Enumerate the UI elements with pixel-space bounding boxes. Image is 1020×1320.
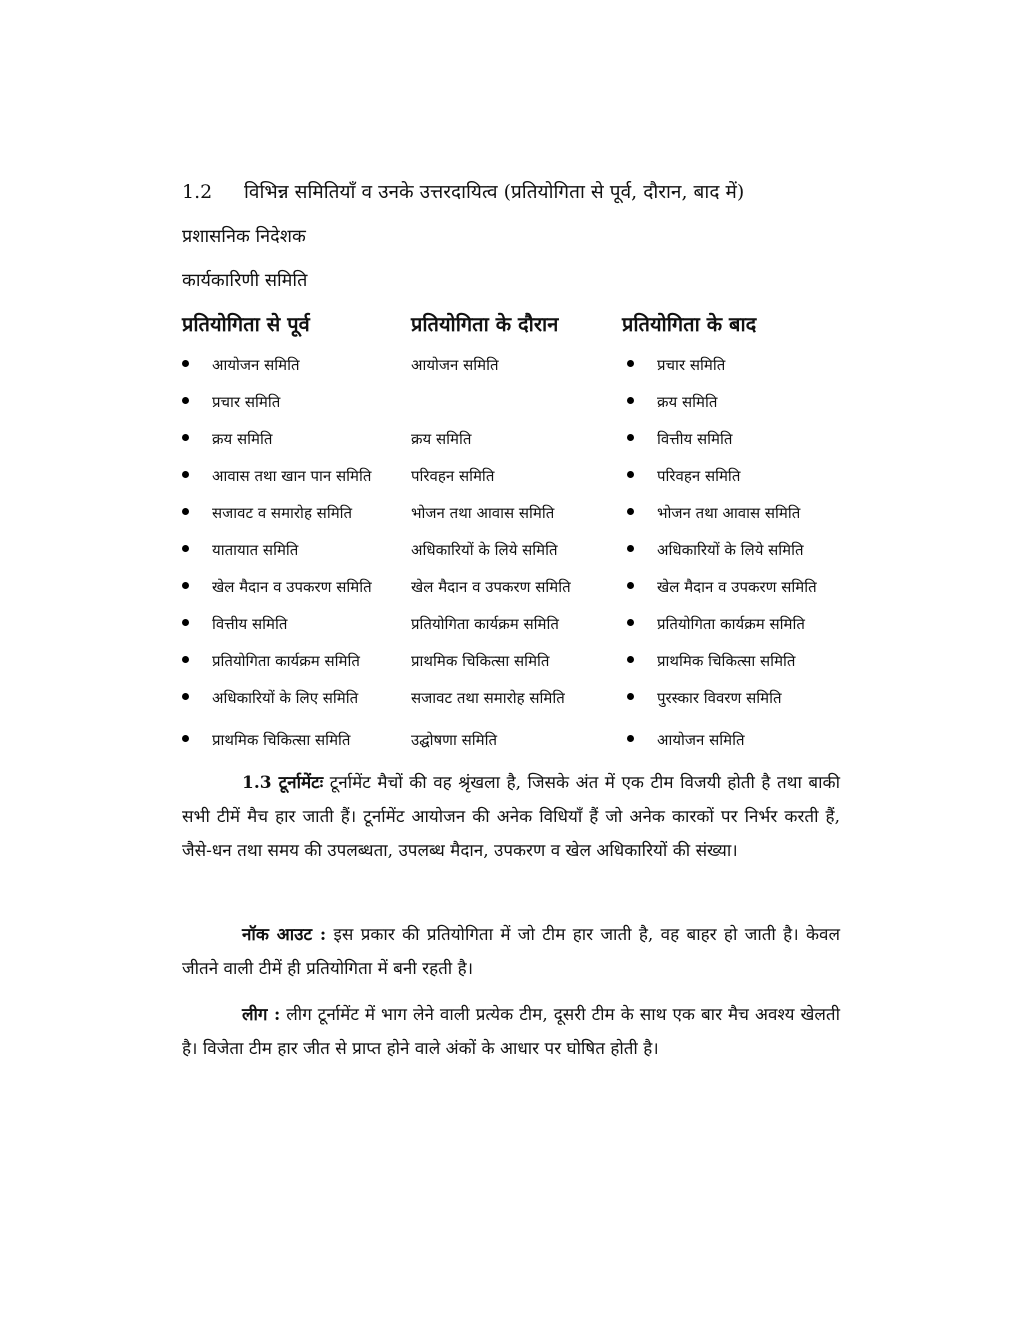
before-committee-item: प्रचार समिति	[212, 393, 281, 411]
bullet-icon	[182, 735, 189, 742]
bullet-icon	[627, 434, 634, 441]
after-committee-item: भोजन तथा आवास समिति	[657, 504, 801, 522]
before-committee-item: सजावट व समारोह समिति	[212, 504, 353, 522]
bullet-icon	[627, 545, 634, 552]
during-committee-item: अधिकारियों के लिये समिति	[411, 541, 558, 559]
during-committee-item: प्रतियोगिता कार्यक्रम समिति	[411, 615, 559, 633]
during-committee-item: भोजन तथा आवास समिति	[411, 504, 555, 522]
committee-row	[0, 688, 1020, 718]
bullet-icon	[182, 656, 189, 663]
committee-row	[0, 392, 1020, 422]
tournament-label: 1.3 टूर्नामेंटः	[242, 773, 324, 793]
committee-row	[0, 540, 1020, 570]
before-committee-item: खेल मैदान व उपकरण समिति	[212, 578, 372, 596]
section-title: विभिन्न समितियाँ व उनके उत्तरदायित्व (प्रतियोगिता से पूर्व, दौरान, बाद में)	[244, 181, 745, 203]
bullet-icon	[627, 508, 634, 515]
knockout-paragraph	[182, 918, 840, 986]
after-committee-item: प्राथमिक चिकित्सा समिति	[657, 652, 796, 670]
after-committee-item: प्रतियोगिता कार्यक्रम समिति	[657, 615, 805, 633]
knockout-text: इस प्रकार की प्रतियोगिता में जो टीम हार जाती है, वह बाहर हो जाती है। केवल जीतने वाली टीमें ही प्रतियोगिता में बनी रहती है।	[182, 925, 841, 979]
bullet-icon	[627, 360, 634, 367]
after-committee-item: परिवहन समिति	[657, 467, 741, 485]
bullet-icon	[627, 656, 634, 663]
committee-row	[0, 503, 1020, 533]
during-committee-item: प्राथमिक चिकित्सा समिति	[411, 652, 550, 670]
column-header-after: प्रतियोगिता के बाद	[622, 312, 757, 336]
after-committee-item: अधिकारियों के लिये समिति	[657, 541, 804, 559]
committee-row	[0, 466, 1020, 496]
bullet-icon	[627, 582, 634, 589]
bullet-icon	[182, 582, 189, 589]
bullet-icon	[627, 471, 634, 478]
section-heading	[182, 178, 744, 204]
before-committee-item: क्रय समिति	[212, 430, 273, 448]
bullet-icon	[627, 619, 634, 626]
before-committee-item: यातायात समिति	[212, 541, 299, 559]
bullet-icon	[627, 693, 634, 700]
before-committee-item: आयोजन समिति	[212, 356, 300, 374]
during-committee-item: सजावट तथा समारोह समिति	[411, 689, 565, 707]
during-committee-item: क्रय समिति	[411, 430, 472, 448]
committee-row	[0, 355, 1020, 385]
after-committee-item: प्रचार समिति	[657, 356, 726, 374]
column-header-during: प्रतियोगिता के दौरान	[411, 312, 559, 336]
league-text: लीग टूर्नामेंट में भाग लेने वाली प्रत्येक टीम, दूसरी टीम के साथ एक बार मैच अवश्य खेलती है। विजेता टीम हार जीत से प्राप्त होने वाले अंकों के आधार पर घोषित होती है।	[182, 1005, 840, 1059]
committee-row	[0, 577, 1020, 607]
bullet-icon	[182, 619, 189, 626]
bullet-icon	[182, 471, 189, 478]
during-committee-item: आयोजन समिति	[411, 356, 499, 374]
tournament-paragraph	[182, 766, 840, 868]
before-committee-item: अधिकारियों के लिए समिति	[212, 689, 359, 707]
column-header-before: प्रतियोगिता से पूर्व	[182, 312, 310, 336]
knockout-label: नॉक आउट :	[242, 925, 327, 945]
committee-row	[0, 651, 1020, 681]
before-committee-item: प्राथमिक चिकित्सा समिति	[212, 731, 351, 749]
committee-row	[0, 614, 1020, 644]
executive-committee-label: कार्यकारिणी समिति	[182, 270, 308, 291]
after-committee-item: आयोजन समिति	[657, 731, 745, 749]
bullet-icon	[182, 545, 189, 552]
before-committee-item: आवास तथा खान पान समिति	[212, 467, 372, 485]
bullet-icon	[182, 397, 189, 404]
committee-row	[0, 429, 1020, 459]
section-number: 1.2	[182, 181, 213, 203]
bullet-icon	[182, 434, 189, 441]
after-committee-item: खेल मैदान व उपकरण समिति	[657, 578, 817, 596]
during-committee-item: उद्घोषणा समिति	[411, 731, 498, 749]
admin-director-label: प्रशासनिक निदेशक	[182, 226, 306, 247]
bullet-icon	[182, 693, 189, 700]
bullet-icon	[182, 508, 189, 515]
bullet-icon	[182, 360, 189, 367]
committee-row	[0, 730, 1020, 760]
during-committee-item: परिवहन समिति	[411, 467, 495, 485]
bullet-icon	[627, 735, 634, 742]
league-label: लीग :	[242, 1005, 281, 1025]
during-committee-item: खेल मैदान व उपकरण समिति	[411, 578, 571, 596]
after-committee-item: क्रय समिति	[657, 393, 718, 411]
league-paragraph	[182, 998, 840, 1066]
before-committee-item: प्रतियोगिता कार्यक्रम समिति	[212, 652, 360, 670]
before-committee-item: वित्तीय समिति	[212, 615, 288, 633]
after-committee-item: पुरस्कार विवरण समिति	[657, 689, 782, 707]
after-committee-item: वित्तीय समिति	[657, 430, 733, 448]
bullet-icon	[627, 397, 634, 404]
tournament-text: टूर्नामेंट मैचों की वह श्रृंखला है, जिसके अंत में एक टीम विजयी होती है तथा बाकी सभी टीमें मैच हार जाती हैं। टूर्नामेंट आयोजन की अनेक विधियाँ हैं जो अनेक कारकों पर निर्भर करती हैं, जैसे-धन तथा समय की उपलब्धता, उपलब्ध मैदान, उपकरण व खेल अधिकारियों की संख्या।	[182, 773, 840, 861]
